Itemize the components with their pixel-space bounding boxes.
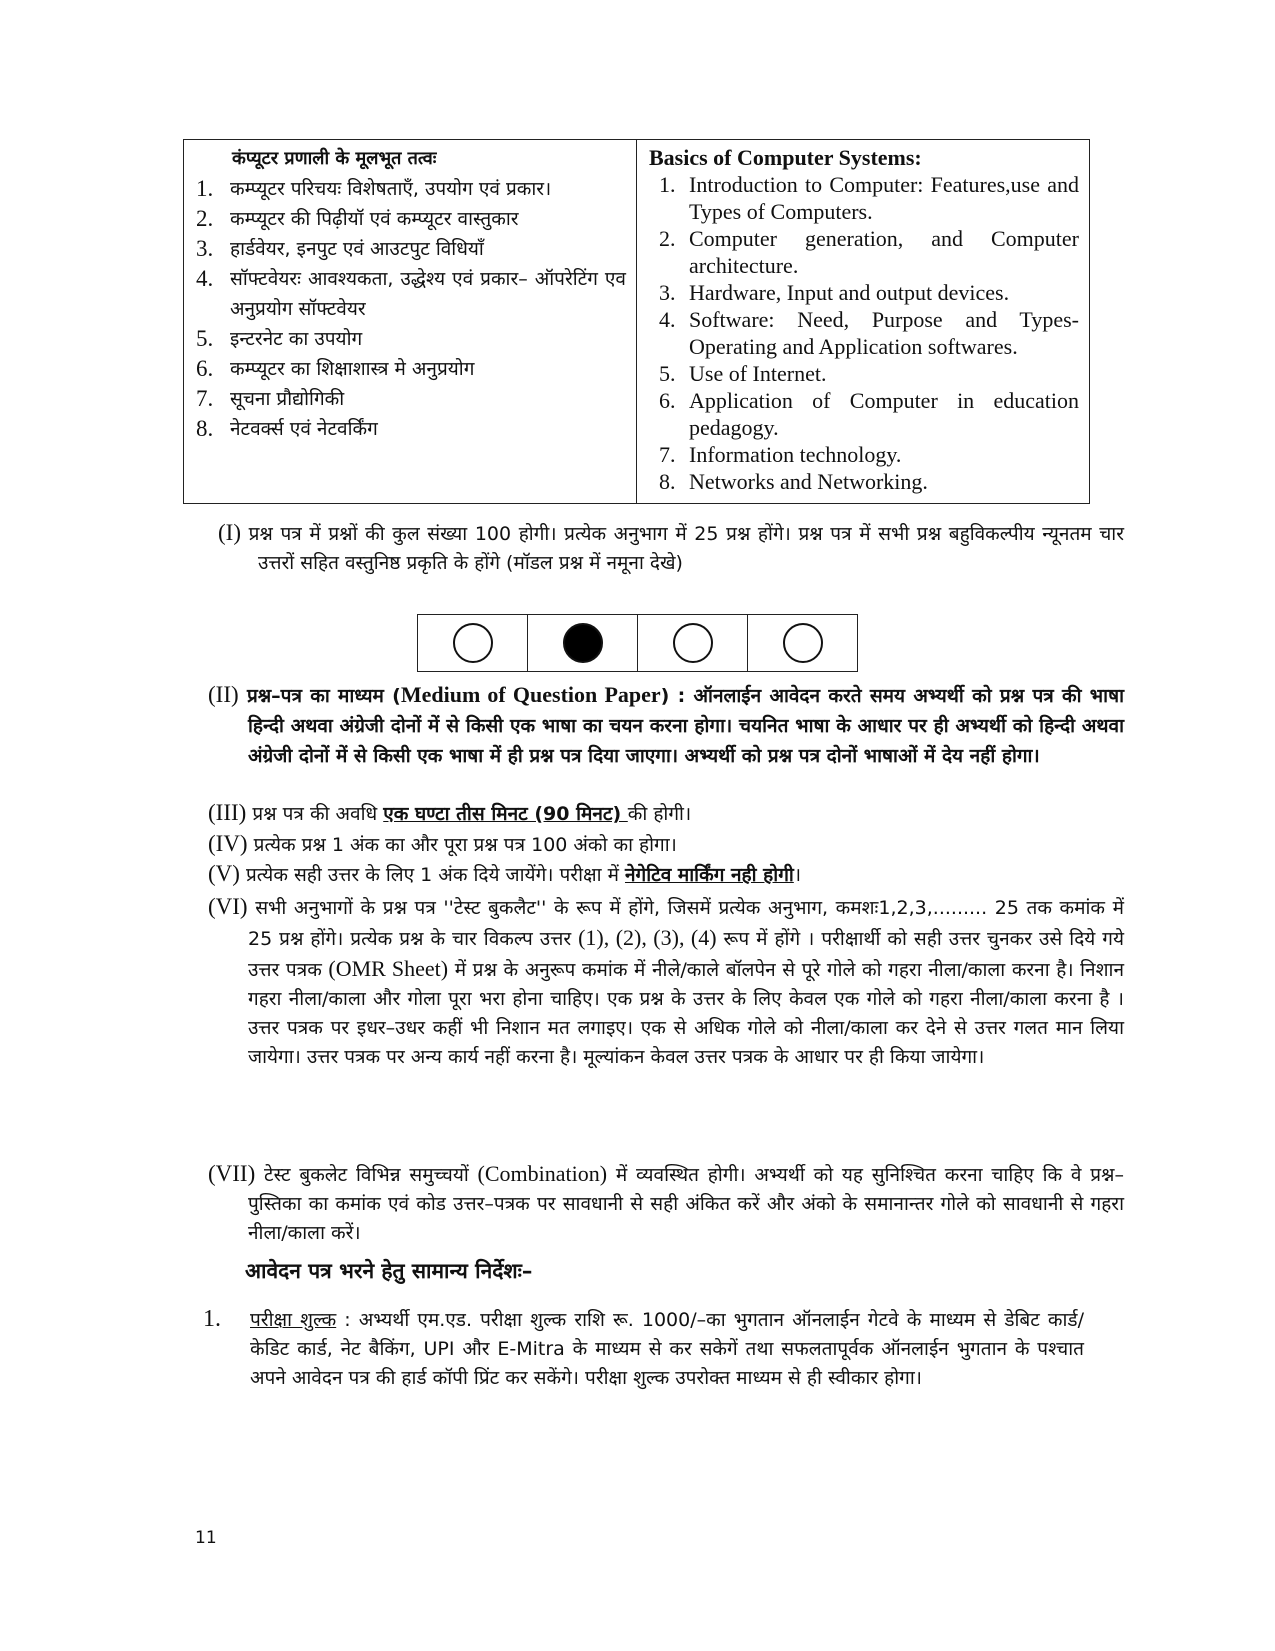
syllabus-item [649,306,1079,360]
fee-label: परीक्षा शुल्क [250,1309,337,1331]
item-text: इन्टरनेट का उपयोग [230,328,363,350]
instruction-2 [208,680,1124,771]
english-column [637,140,1090,504]
item-text: सॉफ्टवेयरः आवश्यकता, उद्धेश्य एवं प्रकार– ऑपरेटिंग एव अनुप्रयोग सॉफ्टवेयर [230,268,626,320]
hindi-column [184,140,637,504]
item-text: कम्प्यूटर की पिढ़ीयॉ एवं कम्प्यूटर वास्तुकार [230,208,519,230]
item-text: Networks and Networking. [689,469,928,494]
item-text: Application of Computer in education pedagogy. [689,388,1079,440]
syllabus-item [649,171,1079,225]
empty-circle-icon [783,623,823,663]
instruction-text: की होगी। [627,803,692,825]
instruction-text: रूप में होंगे । परीक्षार्थी को सही उत्तर चुनकर उसे दिये गये उत्तर पत्रक [248,928,1125,981]
answer-options: (1), (2), (3), (4) [578,925,717,950]
item-text: कम्प्यूटर परिचयः विशेषताएँ, उपयोग एवं प्रकार। [230,178,552,200]
general-instructions-heading: आवेदन पत्र भरने हेतु सामान्य निर्देशः– [245,1259,533,1283]
item-text: कम्प्यूटर का शिक्षाशास्त्र मे अनुप्रयोग [230,358,475,380]
fee-number: 1. [203,1306,221,1332]
item-number: 1. [659,172,676,197]
page-number: 11 [195,1528,217,1548]
item-number: 3. [196,236,214,261]
bubble-option-3 [638,615,748,671]
negative-marking-text: नेगेटिव मार्किंग नही होगी [624,864,794,886]
instruction-text: प्रश्न–पत्र का माध्यम ( [246,685,401,707]
fee-text: : अभ्यर्थी एम.एड. परीक्षा शुल्क राशि रू. 1000/–का भुगतान ऑनलाईन गेटवे के माध्यम से डेबिट कार्ड/केडिट कार्ड, नेट बैकिंग, UPI और E-Mitra के माध्यम से कर सकेगें तथा सफलतापूर्वक ऑनलाईन भुगतान के पश्चात अपने आवेदन पत्र की हार्ड कॉपी प्रिंट कर सकेंगे। परीक्षा शुल्क उपरोक्त माध्यम से ही स्वीकार होगा। [250,1309,1084,1389]
instruction-label: (III) [208,800,247,825]
item-text: Hardware, Input and output devices. [689,280,1010,305]
duration-text: एक घण्टा तीस मिनट (90 मिनट) [383,803,628,825]
item-text: Software: Need, Purpose and Types- Operating and Application softwares. [689,307,1079,359]
instruction-text: ) : ऑनलाईन आवेदन करते समय अभ्यर्थी को प्रश्न पत्र की भाषा हिन्दी अथवा अंग्रेजी दोनों में से किसी एक भाषा का चयन करना होगा। चयनित भाषा के आधार पर ही अभ्यर्थी को हिन्दी अथवा अंग्रेजी दोनों में से किसी एक भाषा में ही प्रश्न पत्र दिया जाएगा। अभ्यर्थी को प्रश्न पत्र दोनों भाषाओं में देय नहीं होगा। [248,685,1124,767]
instruction-label: (V) [208,861,240,886]
syllabus-item [196,174,626,204]
instruction-label: (I) [218,520,241,545]
syllabus-item [649,360,1079,387]
item-number: 2. [196,206,214,231]
bubble-option-2 [528,615,638,671]
item-text: Computer generation, and Computer architecture. [689,226,1079,278]
english-list [649,171,1079,495]
instruction-text: में व्यवस्थित होगी। अभ्यर्थी को यह सुनिश्चित करना चाहिए कि वे प्रश्न–पुस्तिका का कमांक एवं कोड उत्तर–पत्रक पर सावधानी से सही अंकित करें और अंको के समानान्तर गोले को सावधानी से गहरा नीला/काला करें। [248,1164,1124,1244]
item-text: सूचना प्रौद्योगिकी [230,388,345,410]
syllabus-item [196,324,626,354]
item-text: हार्डवेयर, इनपुट एवं आउटपुट विधियाँ [230,238,484,260]
item-text: नेटवर्क्स एवं नेटवर्किंग [230,418,378,440]
omr-sample-bubbles [417,614,858,672]
instruction-text: प्रश्न पत्र की अवधि [252,803,384,825]
syllabus-item [649,387,1079,441]
hindi-heading: कंप्यूटर प्रणाली के मूलभूत तत्वः [232,148,437,169]
item-text: Use of Internet. [689,361,827,386]
item-number: 8. [659,469,676,494]
empty-circle-icon [673,623,713,663]
item-number: 4. [196,266,214,291]
bubble-option-4 [748,615,857,671]
instruction-label: (VI) [208,894,248,919]
item-number: 6. [196,356,214,381]
syllabus-item [196,354,626,384]
instruction-label: (II) [208,682,239,707]
instruction-text: टेस्ट बुकलेट विभिन्न समुच्चयों [264,1164,478,1186]
instruction-7 [208,1159,1124,1248]
syllabus-item [196,414,626,444]
syllabus-item [196,384,626,414]
syllabus-item [196,234,626,264]
syllabus-table [183,139,1090,504]
bubble-option-1 [418,615,528,671]
instruction-text: । [793,864,802,886]
fee-instruction [250,1306,1084,1393]
item-number: 5. [659,361,676,386]
combination-text: (Combination) [477,1161,608,1186]
item-number: 5. [196,326,214,351]
instruction-text: प्रत्येक प्रश्न 1 अंक का और पूरा प्रश्न पत्र 100 अंको का होगा। [253,834,677,856]
filled-circle-icon [563,623,603,663]
omr-sheet-text: (OMR Sheet) [328,956,449,981]
syllabus-item [649,441,1079,468]
instruction-text: प्रत्येक सही उत्तर के लिए 1 अंक दिये जायेंगे। परीक्षा में [245,864,625,886]
item-number: 7. [659,442,676,467]
instruction-6 [208,892,1124,1072]
syllabus-item [649,225,1079,279]
item-number: 4. [659,307,676,332]
item-number: 2. [659,226,676,251]
syllabus-item [196,204,626,234]
item-number: 3. [659,280,676,305]
english-heading: Basics of Computer Systems: [649,145,922,170]
instruction-5 [208,859,1084,890]
item-number: 1. [196,176,214,201]
item-text: Information technology. [689,442,902,467]
item-text: Introduction to Computer: Features,use and Types of Computers. [689,172,1079,224]
syllabus-item [649,468,1079,495]
instruction-1 [218,518,1124,578]
instruction-text: सभी अनुभागों के प्रश्न पत्र ''टेस्ट बुकलैट'' के रूप में होंगे, जिसमें प्रत्येक अनुभाग, कमशः1,2,3,......... 25 तक कमांक में 25 प्रश्न होंगे। प्रत्येक प्रश्न के चार विकल्प उत्तर [248,897,1124,950]
hindi-list [196,174,626,444]
item-number: 7. [196,386,214,411]
instruction-4 [208,829,1084,860]
instruction-3 [208,798,1084,829]
instruction-text: प्रश्न पत्र में प्रश्नों की कुल संख्या 100 होगी। प्रत्येक अनुभाग में 25 प्रश्न होंगे। प्रश्न पत्र में सभी प्रश्न बहुविकल्पीय न्यूनतम चार उत्तरों सहित वस्तुनिष्ठ प्रकृति के होंगे (मॉडल प्रश्न में नमूना देखे) [248,523,1124,574]
instruction-label: (VII) [208,1161,256,1186]
instruction-label: (IV) [208,831,248,856]
item-number: 6. [659,388,676,413]
empty-circle-icon [453,623,493,663]
syllabus-item [196,264,626,324]
item-number: 8. [196,416,214,441]
medium-english: Medium of Question Paper [400,682,661,707]
instruction-text: में प्रश्न के अनुरूप कमांक में नीले/काले बॉलपेन से पूरे गोले को गहरा नीला/काला करना है। निशान गहरा नीला/काला और गोला पूरा भरा होना चाहिए। एक प्रश्न के उत्तर के लिए केवल एक गोले को गहरा नीला/काला करना है । उत्तर पत्रक पर इधर–उधर कहीं भी निशान मत लगाइए। एक से अधिक गोले को नीला/काला कर देने से उत्तर गलत मान लिया जायेगा। उत्तर पत्रक पर अन्य कार्य नहीं करना है। मूल्यांकन केवल उत्तर पत्रक के आधार पर ही किया जायेगा। [248,959,1124,1068]
syllabus-item [649,279,1079,306]
